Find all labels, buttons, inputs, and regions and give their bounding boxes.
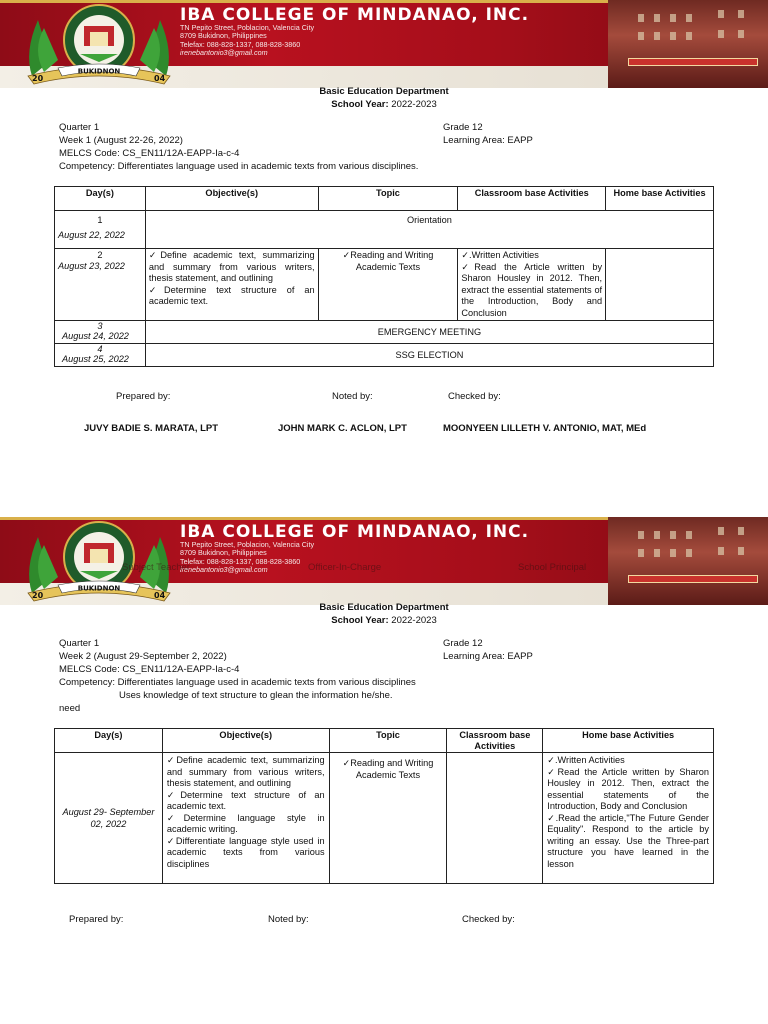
objective-item: ✓Define academic text, summarizing and summary from various writers, thesis statement, and outlining [166,755,325,788]
classroom-activities-cell [447,753,543,884]
day-date: August 23, 2022 [58,261,125,271]
melcs-code: MELCS Code: CS_EN11/12A-EAPP-Ia-c-4 [59,148,240,159]
seal-year-right: 04 [154,591,166,600]
day-cell [55,211,146,249]
checked-by-label: Checked by: [462,914,515,925]
seal-year-left: 20 [32,591,44,600]
objective-item: ✓Determine text structure of an academic text. [166,789,325,811]
day-number: 2 [97,250,103,260]
school-email: irenebantonio3@gmail.com [180,48,268,58]
col-header-classroom: Classroom base Activities [447,729,543,753]
department-title: Basic Education Department [319,86,449,97]
checked-by-role: School Principal [518,562,587,573]
school-banner-top [0,0,768,88]
objective-item: ✓Define academic text, summarizing and summary from various writers, thesis statement, and outlining [148,250,315,283]
col-header-topic: Topic [329,729,447,753]
seal-year-right: 04 [154,74,166,83]
building-photo [608,517,768,605]
objective-item: ✓Determine text structure of an academic text. [148,284,315,306]
checked-by-label: Checked by: [448,391,501,402]
day-number: 4 [97,344,103,354]
col-header-classroom: Classroom base Activities [458,187,606,211]
day-number: 1 [97,215,103,225]
school-street: TN Pepito Street, Poblacion, Valencia City [180,23,315,32]
school-telefax: Telefax: 088-828-1337, 088-828-3860 [180,39,301,49]
school-name: IBA COLLEGE OF MINDANAO, INC. [180,5,530,25]
objective-item: ✓Differentiate language style used in academic texts from various disciplines [166,835,325,869]
lesson-plan-table-week2 [54,728,714,884]
school-address-block [180,24,314,58]
col-header-objectives: Objective(s) [162,729,329,753]
prepared-by-name: JUVY BADIE S. MARATA, LPT [84,423,219,434]
merged-activity: EMERGENCY MEETING [145,321,713,344]
classroom-activities-cell [458,249,606,321]
seal-ribbon-text: BUKIDNON [77,584,121,593]
school-city: 8709 Bukidnon, Philippines [180,548,267,558]
school-year [0,99,768,110]
grade-label: Grade 12 [443,638,483,649]
prepared-by-label: Prepared by: [69,914,124,925]
school-year [0,615,768,626]
noted-by-label: Noted by: [268,914,309,925]
day-number: 3 [97,321,103,331]
school-street: TN Pepito Street, Poblacion, Valencia City [180,540,315,549]
learning-area: Learning Area: EAPP [443,135,533,146]
activity-item: ✓Read the Article written by Sharon Housley in 2012. Then, extract the essential statements of the Introduction, Body and Conclusion [461,261,603,318]
melcs-code: MELCS Code: CS_EN11/12A-EAPP-Ia-c-4 [59,664,240,675]
day-date: August 25, 2022 [62,354,129,364]
objective-item: ✓Determine language style in academic writing. [166,812,325,834]
topic-cell: ✓Reading and Writing Academic Texts [329,753,447,884]
activity-item: ✓Read the Article written by Sharon Housley in 2012. Then, extract the essential statements of the Introduction, Body and Conclusion [547,766,709,811]
school-seal-logo [14,519,184,603]
table-row [55,321,714,344]
table-row [55,753,714,884]
school-year-value: 2022-2023 [391,99,437,110]
activity-item: ✓.Read the article,"The Future Gender Equality". Respond to the article by writing an essay. Use the Three-part structure you have learned in the lesson [547,812,709,869]
noted-by-role: Officer-In-Charge [308,562,382,573]
school-year-value: 2022-2023 [391,615,437,626]
building-photo [608,0,768,88]
col-header-home: Home base Activities [543,729,714,753]
noted-by-name: JOHN MARK C. ACLON, LPT [278,423,407,434]
table-row [55,211,714,249]
learning-area: Learning Area: EAPP [443,651,533,662]
school-address-block [180,541,314,575]
table-row [55,249,714,321]
week-label: Week 1 (August 22-26, 2022) [59,135,183,146]
competency: Competency: Differentiates language used in academic texts from various disciplines [59,677,416,688]
prepared-by-role: Subject Teacher [122,562,190,573]
col-header-days: Day(s) [55,187,146,211]
day-date: August 29- September 02, 2022 [55,753,163,884]
merged-activity: Orientation [145,211,713,249]
grade-label: Grade 12 [443,122,483,133]
merged-activity: SSG ELECTION [145,344,713,367]
seal-year-left: 20 [32,74,44,83]
home-activities-cell [606,249,714,321]
competency: Competency: Differentiates language used in academic texts from various disciplines. [59,161,419,172]
activity-item: ✓.Written Activities [461,250,539,260]
table-row [55,344,714,367]
school-telefax: Telefax: 088-828-1337, 088-828-3860 [180,556,301,566]
day-cell [55,321,146,344]
objectives-cell [162,753,329,884]
lesson-plan-table-week1 [54,186,714,367]
col-header-home: Home base Activities [606,187,714,211]
school-email: irenebantonio3@gmail.com [180,565,268,575]
school-year-label: School Year: [331,99,389,110]
objectives-cell [145,249,318,321]
school-year-label: School Year: [331,615,389,626]
checked-by-name: MOONYEEN LILLETH V. ANTONIO, MAT, MEd [443,423,647,434]
school-name: IBA COLLEGE OF MINDANAO, INC. [180,522,530,542]
quarter-label: Quarter 1 [59,122,100,133]
day-cell [55,249,146,321]
col-header-objectives: Objective(s) [145,187,318,211]
home-activities-cell [543,753,714,884]
competency-third-line: need [59,703,81,714]
week-label: Week 2 (August 29-September 2, 2022) [59,651,227,662]
seal-ribbon-text: BUKIDNON [77,67,121,76]
quarter-label: Quarter 1 [59,638,100,649]
school-city: 8709 Bukidnon, Philippines [180,31,267,41]
day-date: August 22, 2022 [58,230,125,240]
department-title: Basic Education Department [319,602,449,613]
col-header-days: Day(s) [55,729,163,753]
day-cell [55,344,146,367]
noted-by-label: Noted by: [332,391,373,402]
competency-second-line: Uses knowledge of text structure to glean the information he/she. [119,690,393,701]
topic-cell: ✓Reading and Writing Academic Texts [318,249,458,321]
activity-item: ✓.Written Activities [547,755,625,765]
col-header-topic: Topic [318,187,458,211]
day-date: August 24, 2022 [62,331,129,341]
prepared-by-label: Prepared by: [116,391,171,402]
school-banner-second [0,517,768,605]
school-seal-logo [14,2,184,86]
